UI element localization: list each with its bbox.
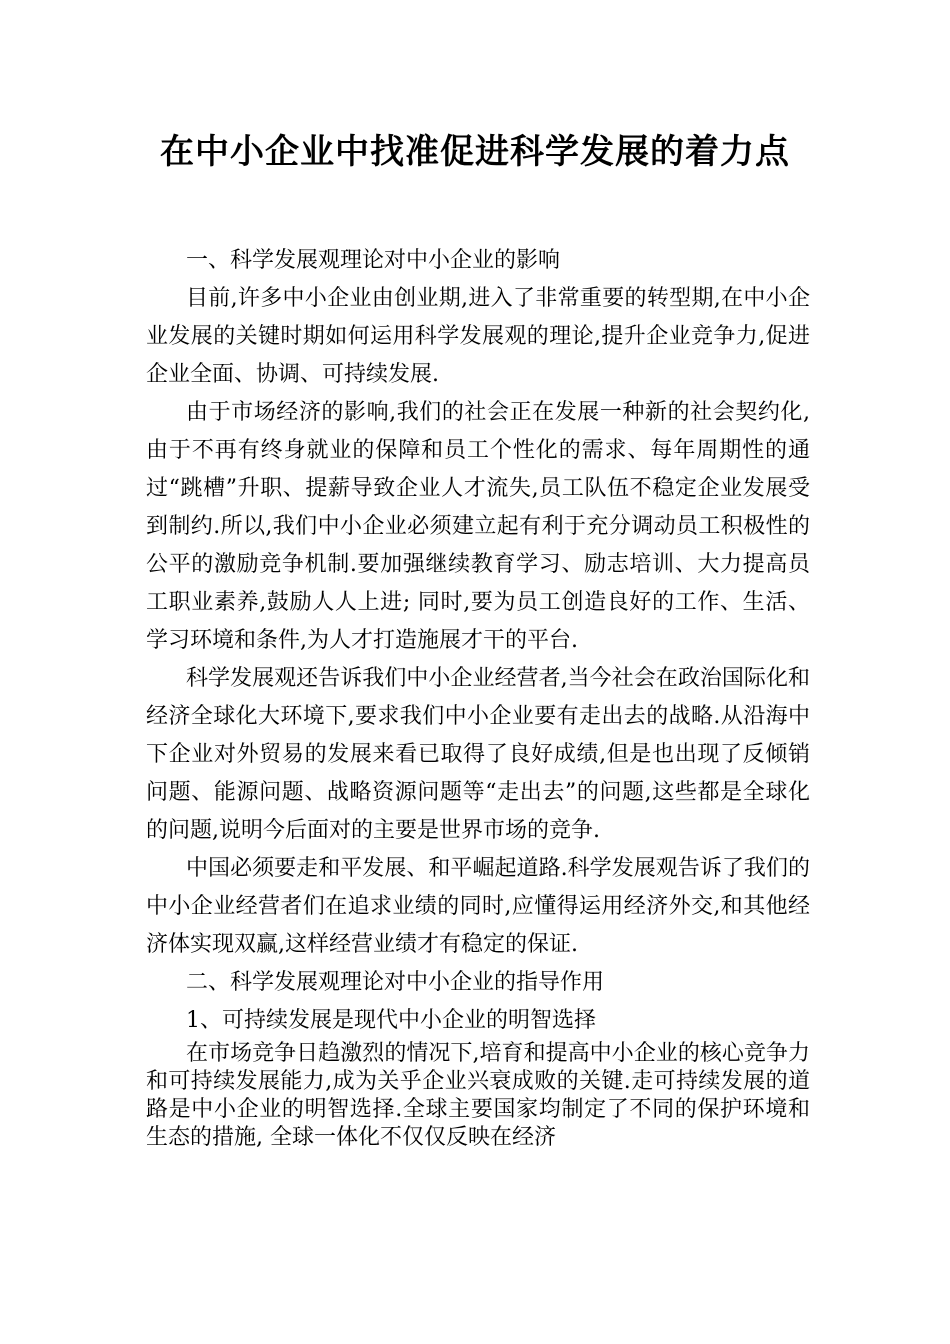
section-heading-1: 一、科学发展观理论对中小企业的影响 (186, 248, 561, 273)
paragraph-3: 科学发展观还告诉我们中小企业经营者,当今社会在政治国际化和经济全球化大环境下,要求我们中小企业要有走出去的战略.从沿海中下企业对外贸易的发展来看已取得了良好成绩,但是也出现了反倾销问题、能源问题、战略资源问题等“走出去”的问题,这些都是全球化的问题,说明今后面对的主要是世界市场的竞争. (146, 666, 810, 843)
paragraph-1: 目前,许多中小企业由创业期,进入了非常重要的转型期,在中小企业发展的关键时期如何运用科学发展观的理论,提升企业竞争力,促进企业全面、协调、可持续发展. (146, 286, 810, 387)
paragraph-4: 中国必须要走和平发展、和平崛起道路.科学发展观告诉了我们的中小企业经营者们在追求业绩的同时,应懂得运用经济外交,和其他经济体实现双赢,这样经营业绩才有稳定的保证. (146, 856, 810, 957)
section-heading-2: 二、科学发展观理论对中小企业的指导作用 (186, 970, 605, 995)
subsection-heading-1: 1、可持续发展是现代中小企业的明智选择 (186, 1008, 596, 1033)
document-body (146, 242, 810, 1152)
document-title: 在中小企业中找准促进科学发展的着力点 (160, 132, 790, 172)
paragraph-2: 由于市场经济的影响,我们的社会正在发展一种新的社会契约化,由于不再有终身就业的保障和员工个性化的需求、每年周期性的通过“跳槽”升职、提薪导致企业人才流失,员工队伍不稳定企业发展受到制约.所以,我们中小企业必须建立起有利于充分调动员工积极性的公平的激励竞争机制.要加强继续教育学习、励志培训、大力提高员工职业素养,鼓励人人上进; 同时,要为员工创造良好的工作、生活、学习环境和条件,为人才打造施展才干的平台. (146, 400, 810, 653)
paragraph-5: 在市场竞争日趋激烈的情况下,培育和提高中小企业的核心竞争力和可持续发展能力,成为关乎企业兴衰成败的关键.走可持续发展的道路是中小企业的明智选择.全球主要国家均制定了不同的保护环境和生态的措施, 全球一体化不仅仅反映在经济 (146, 1041, 810, 1150)
